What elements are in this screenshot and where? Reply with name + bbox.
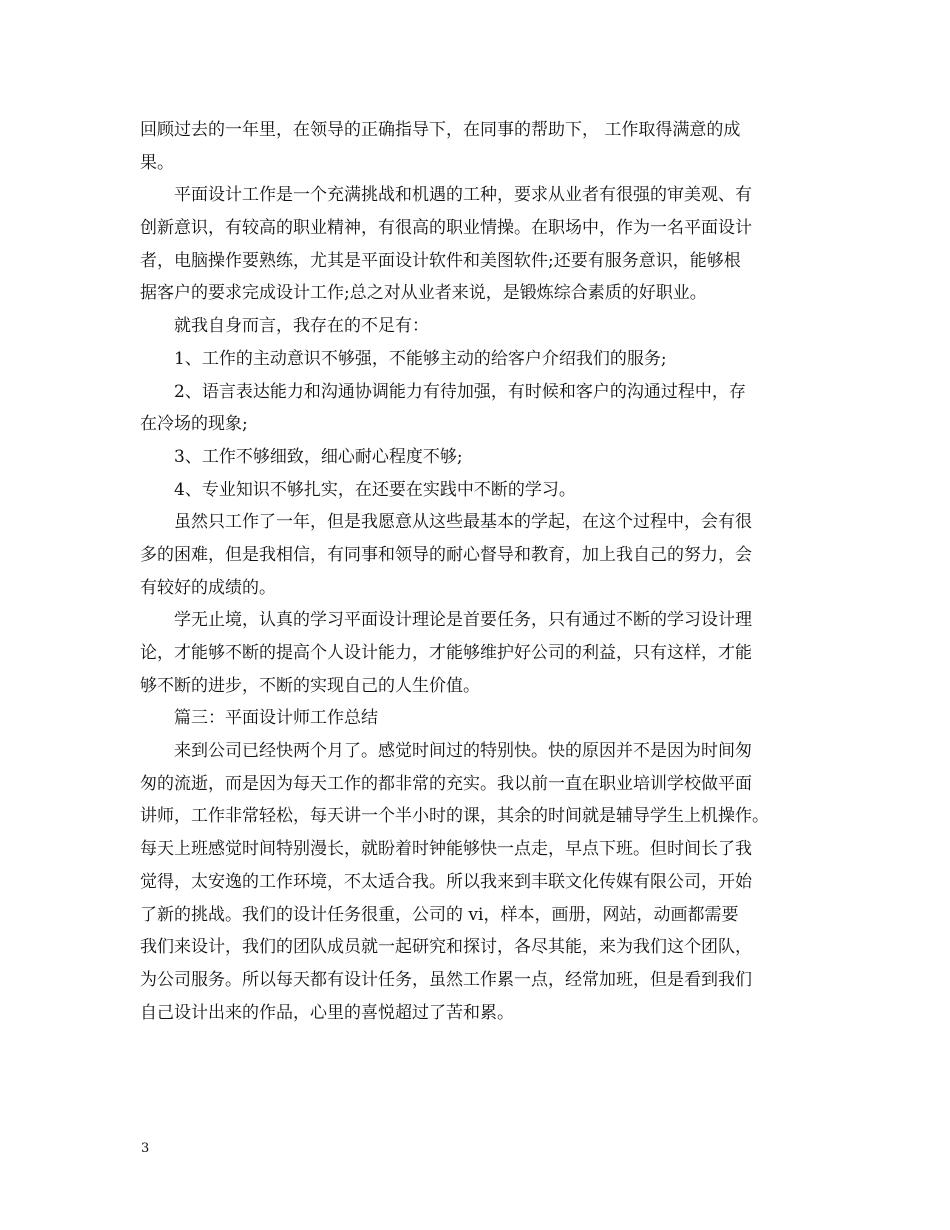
text-line: 讲师，工作非常轻松，每天讲一个半小时的课，其余的时间就是辅导学生上机操作。: [140, 806, 769, 827]
text-line: 论，才能够不断的提高个人设计能力，才能够维护好公司的利益，只有这样，才能: [140, 643, 752, 663]
text-line: 回顾过去的一年里，在领导的正确指导下，在同事的帮助下， 工作取得满意的成: [140, 120, 741, 140]
list-item-line: 4、专业知识不够扎实，在还要在实践中不断的学习。: [174, 479, 576, 500]
paragraph-start-line: 来到公司已经快两个月了。感觉时间过的特别快。快的原因并不是因为时间匆: [174, 741, 752, 762]
paragraph-start-line: 就我自身而言，我存在的不足有：: [174, 316, 429, 337]
text-line: 在冷场的现象;: [140, 414, 248, 435]
list-item-line: 3、工作不够细致，细心耐心程度不够;: [174, 446, 463, 467]
text-line: 每天上班感觉时间特别漫长，就盼着时钟能够快一点走，早点下班。但时间长了我: [140, 839, 752, 860]
text-line: 有较好的成绩的。: [140, 577, 276, 598]
text-line: 果。: [140, 152, 174, 173]
text-line: 自己设计出来的作品，心里的喜悦超过了苦和累。: [140, 1002, 514, 1023]
text-line: 多的困难，但是我相信，有同事和领导的耐心督导和教育，加上我自己的努力，会: [140, 544, 752, 565]
text-line: 了新的挑战。我们的设计任务很重，公司的 vi，样本，画册，网站，动画都需要: [140, 904, 739, 925]
text-line: 者，电脑操作要熟练，尤其是平面设计软件和美图软件;还要有服务意识，能够根: [140, 250, 741, 271]
list-item-line: 2、语言表达能力和沟通协调能力有待加强，有时候和客户的沟通过程中，存: [174, 381, 746, 402]
text-line: 够不断的进步，不断的实现自己的人生价值。: [140, 675, 480, 696]
section-heading: 篇三：平面设计师工作总结: [174, 708, 378, 729]
text-line: 我们来设计，我们的团队成员就一起研究和探讨，各尽其能，来为我们这个团队，: [140, 937, 752, 958]
text-line: 匆的流逝，而是因为每天工作的都非常的充实。我以前一直在职业培训学校做平面: [140, 773, 752, 794]
paragraph-start-line: 学无止境，认真的学习平面设计理论是首要任务，只有通过不断的学习设计理: [174, 610, 752, 631]
text-line: 为公司服务。所以每天都有设计任务，虽然工作累一点，经常加班，但是看到我们: [140, 969, 752, 990]
paragraph-start-line: 虽然只工作了一年，但是我愿意从这些最基本的学起，在这个过程中，会有很: [174, 512, 752, 533]
text-line: 觉得，太安逸的工作环境，不太适合我。所以我来到丰联文化传媒有限公司，开始: [140, 871, 752, 892]
text-line: 创新意识，有较高的职业精神，有很高的职业情操。在职场中，作为一名平面设计: [140, 218, 752, 239]
paragraph-start-line: 平面设计工作是一个充满挑战和机遇的工种，要求从业者有很强的审美观、有: [174, 185, 752, 206]
text-line: 据客户的要求完成设计工作;总之对从业者来说，是锻炼综合素质的好职业。: [140, 283, 707, 304]
document-body: [140, 116, 820, 1031]
list-item-line: 1、工作的主动意识不够强，不能够主动的给客户介绍我们的服务;: [174, 348, 667, 369]
page-number: 3: [141, 1141, 150, 1156]
